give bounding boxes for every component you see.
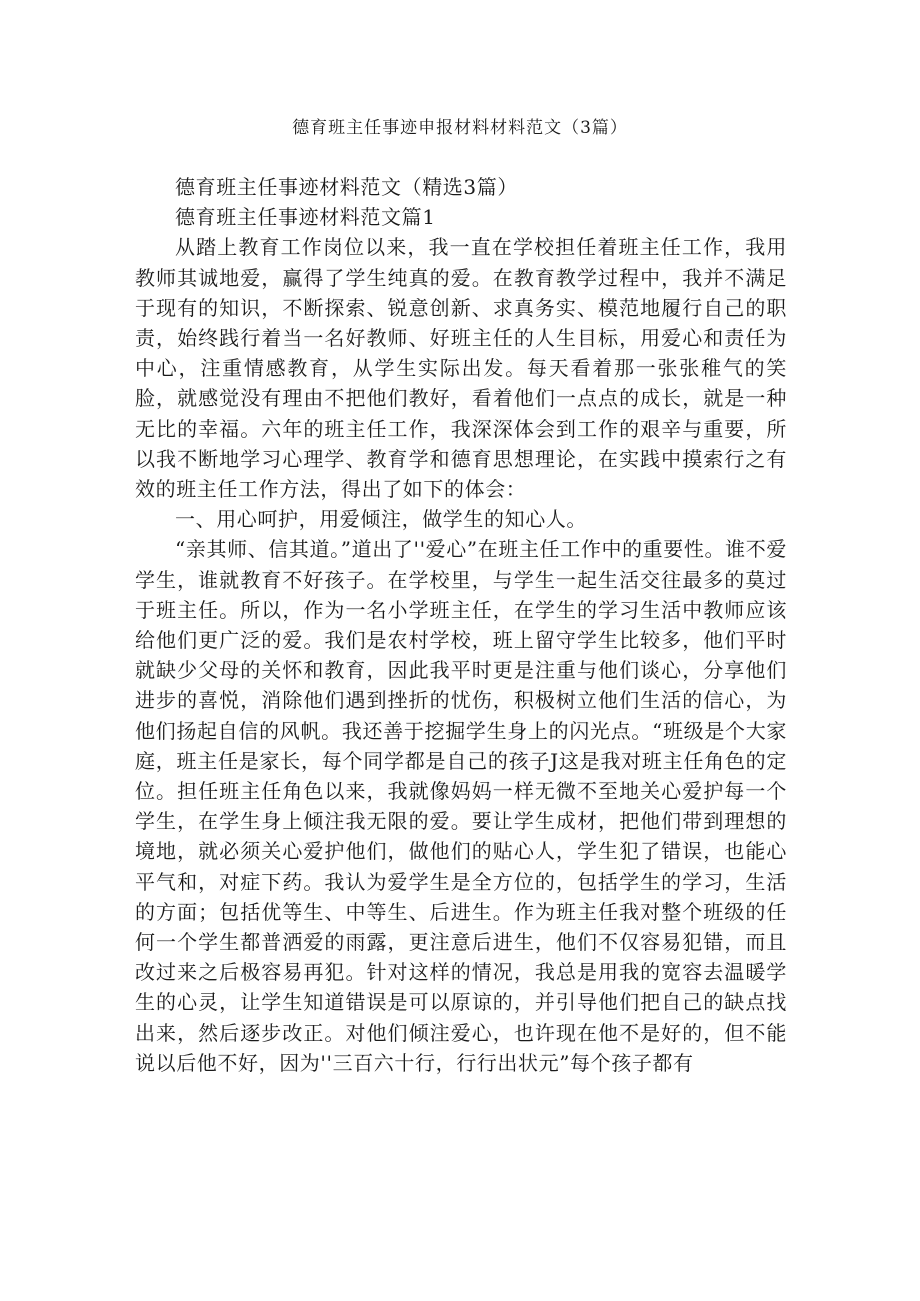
document-body	[135, 172, 787, 1078]
paragraph: “亲其师、信其道。”道出了''爱心”在班主任工作中的重要性。谁不爱学生，谁就教育不好孩子。在学校里，与学生一起生活交往最多的莫过于班主任。所以，作为一名小学班主任，在学生的学习生活中教师应该给他们更广泛的爱。我们是农村学校，班上留守学生比较多，他们平时就缺少父母的关怀和教育，因此我平时更是注重与他们谈心，分享他们进步的喜悦，消除他们遇到挫折的忧伤，积极树立他们生活的信心，为他们扬起自信的风帆。我还善于挖掘学生身上的闪光点。“班级是个大家庭，班主任是家长，每个同学都是自己的孩子J这是我对班主任角色的定位。担任班主任角色以来，我就像妈妈一样无微不至地关心爱护每一个学生，在学生身上倾注我无限的爱。要让学生成材，把他们带到理想的境地，就必须关心爱护他们，做他们的贴心人，学生犯了错误，也能心平气和，对症下药。我认为爱学生是全方位的，包括学生的学习，生活的方面；包括优等生、中等生、后进生。作为班主任我对整个班级的任何一个学生都普洒爱的雨露，更注意后进生，他们不仅容易犯错，而且改过来之后极容易再犯。针对这样的情况，我总是用我的宽容去温暖学生的心灵，让学生知道错误是可以原谅的，并引导他们把自己的缺点找出来，然后逐步改正。对他们倾注爱心，也许现在他不是好的，但不能说以后他不好，因为''三百六十行，行行出状元”每个孩子都有	[135, 537, 787, 1075]
section-heading: 德育班主任事迹材料范文篇1	[175, 205, 436, 230]
document-title: 德育班主任事迹申报材料材料范文（3篇）	[292, 118, 628, 138]
paragraph: 从踏上教育工作岗位以来，我一直在学校担任着班主任工作，我用教师其诚地爱，赢得了学生纯真的爱。在教育教学过程中，我并不满足于现有的知识，不断探索、锐意创新、求真务实、模范地履行自己的职责，始终践行着当一名好教师、好班主任的人生目标，用爱心和责任为中心，注重情感教育，从学生实际出发。每天看着那一张张稚气的笑脸，就感觉没有理由不把他们教好，看着他们一点点的成长，就是一种无比的幸福。六年的班主任工作，我深深体会到工作的艰辛与重要，所以我不断地学习心理学、教育学和德育思想理论，在实践中摸索行之有效的班主任工作方法，得出了如下的体会：	[135, 235, 787, 502]
document-subtitle: 德育班主任事迹材料范文（精选3篇）	[175, 175, 518, 199]
paragraph-heading: 一、用心呵护，用爱倾注，做学生的知心人。	[175, 507, 587, 532]
